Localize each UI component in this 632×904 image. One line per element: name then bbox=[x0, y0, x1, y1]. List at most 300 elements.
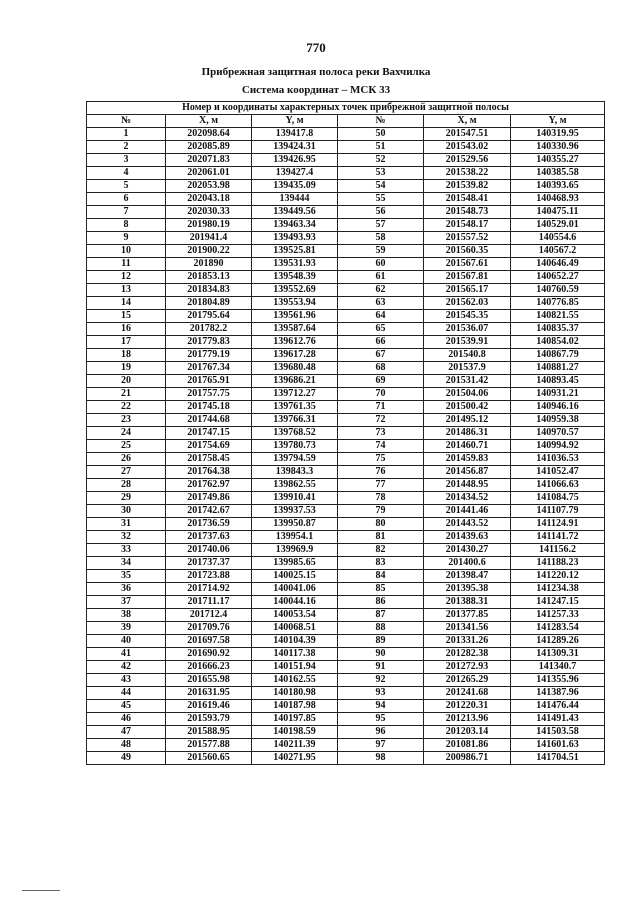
point-number-cell: 38 bbox=[87, 609, 166, 622]
x-coordinate-cell: 201500.42 bbox=[424, 401, 511, 414]
x-coordinate-cell: 201443.52 bbox=[424, 518, 511, 531]
point-number-cell: 19 bbox=[87, 362, 166, 375]
x-coordinate-cell: 201539.82 bbox=[424, 180, 511, 193]
y-coordinate-cell: 141084.75 bbox=[511, 492, 605, 505]
point-number-cell: 82 bbox=[338, 544, 424, 557]
table-row bbox=[87, 713, 605, 726]
x-coordinate-cell: 201758.45 bbox=[166, 453, 252, 466]
x-coordinate-cell: 201764.38 bbox=[166, 466, 252, 479]
y-coordinate-cell: 141503.58 bbox=[511, 726, 605, 739]
point-number-cell: 41 bbox=[87, 648, 166, 661]
point-number-cell: 53 bbox=[338, 167, 424, 180]
table-row bbox=[87, 375, 605, 388]
x-coordinate-cell: 201565.17 bbox=[424, 284, 511, 297]
y-coordinate-cell: 141156.2 bbox=[511, 544, 605, 557]
y-coordinate-cell: 139950.87 bbox=[252, 518, 338, 531]
y-coordinate-cell: 140776.85 bbox=[511, 297, 605, 310]
x-coordinate-cell: 201690.92 bbox=[166, 648, 252, 661]
x-coordinate-cell: 201241.68 bbox=[424, 687, 511, 700]
y-coordinate-cell: 139424.31 bbox=[252, 141, 338, 154]
y-coordinate-cell: 139561.96 bbox=[252, 310, 338, 323]
table-row bbox=[87, 362, 605, 375]
point-number-cell: 84 bbox=[338, 570, 424, 583]
point-number-cell: 45 bbox=[87, 700, 166, 713]
x-coordinate-cell: 201265.29 bbox=[424, 674, 511, 687]
point-number-cell: 55 bbox=[338, 193, 424, 206]
table-row bbox=[87, 674, 605, 687]
y-coordinate-cell: 139780.73 bbox=[252, 440, 338, 453]
y-coordinate-cell: 140760.59 bbox=[511, 284, 605, 297]
table-row bbox=[87, 284, 605, 297]
table-row bbox=[87, 219, 605, 232]
header-y-right: Y, м bbox=[511, 115, 605, 128]
x-coordinate-cell: 201395.38 bbox=[424, 583, 511, 596]
table-row bbox=[87, 518, 605, 531]
table-row bbox=[87, 583, 605, 596]
table-row bbox=[87, 401, 605, 414]
y-coordinate-cell: 140821.55 bbox=[511, 310, 605, 323]
x-coordinate-cell: 201742.67 bbox=[166, 505, 252, 518]
point-number-cell: 61 bbox=[338, 271, 424, 284]
y-coordinate-cell: 139417.8 bbox=[252, 128, 338, 141]
y-coordinate-cell: 141220.12 bbox=[511, 570, 605, 583]
x-coordinate-cell: 201341.56 bbox=[424, 622, 511, 635]
y-coordinate-cell: 139617.28 bbox=[252, 349, 338, 362]
point-number-cell: 26 bbox=[87, 453, 166, 466]
point-number-cell: 37 bbox=[87, 596, 166, 609]
x-coordinate-cell: 201547.51 bbox=[424, 128, 511, 141]
point-number-cell: 65 bbox=[338, 323, 424, 336]
point-number-cell: 73 bbox=[338, 427, 424, 440]
x-coordinate-cell: 202071.83 bbox=[166, 154, 252, 167]
point-number-cell: 86 bbox=[338, 596, 424, 609]
x-coordinate-cell: 202043.18 bbox=[166, 193, 252, 206]
point-number-cell: 7 bbox=[87, 206, 166, 219]
y-coordinate-cell: 140931.21 bbox=[511, 388, 605, 401]
y-coordinate-cell: 140117.38 bbox=[252, 648, 338, 661]
table-row bbox=[87, 505, 605, 518]
x-coordinate-cell: 201853.13 bbox=[166, 271, 252, 284]
y-coordinate-cell: 141491.43 bbox=[511, 713, 605, 726]
x-coordinate-cell: 201548.17 bbox=[424, 219, 511, 232]
x-coordinate-cell: 201504.06 bbox=[424, 388, 511, 401]
y-coordinate-cell: 140104.39 bbox=[252, 635, 338, 648]
point-number-cell: 16 bbox=[87, 323, 166, 336]
point-number-cell: 46 bbox=[87, 713, 166, 726]
header-x-right: X, м bbox=[424, 115, 511, 128]
table-caption: Номер и координаты характерных точек прибрежной защитной полосы bbox=[87, 102, 605, 115]
table-row bbox=[87, 349, 605, 362]
table-row bbox=[87, 557, 605, 570]
y-coordinate-cell: 140867.79 bbox=[511, 349, 605, 362]
table-row bbox=[87, 388, 605, 401]
x-coordinate-cell: 201460.71 bbox=[424, 440, 511, 453]
table-row bbox=[87, 440, 605, 453]
point-number-cell: 57 bbox=[338, 219, 424, 232]
x-coordinate-cell: 201543.02 bbox=[424, 141, 511, 154]
x-coordinate-cell: 201714.92 bbox=[166, 583, 252, 596]
table-row bbox=[87, 128, 605, 141]
x-coordinate-cell: 201495.12 bbox=[424, 414, 511, 427]
y-coordinate-cell: 139768.52 bbox=[252, 427, 338, 440]
header-y-left: Y, м bbox=[252, 115, 338, 128]
table-row bbox=[87, 609, 605, 622]
y-coordinate-cell: 140330.96 bbox=[511, 141, 605, 154]
point-number-cell: 97 bbox=[338, 739, 424, 752]
y-coordinate-cell: 139553.94 bbox=[252, 297, 338, 310]
x-coordinate-cell: 201439.63 bbox=[424, 531, 511, 544]
table-row bbox=[87, 271, 605, 284]
point-number-cell: 76 bbox=[338, 466, 424, 479]
x-coordinate-cell: 201536.07 bbox=[424, 323, 511, 336]
table-row bbox=[87, 661, 605, 674]
y-coordinate-cell: 141052.47 bbox=[511, 466, 605, 479]
point-number-cell: 42 bbox=[87, 661, 166, 674]
y-coordinate-cell: 140881.27 bbox=[511, 362, 605, 375]
point-number-cell: 47 bbox=[87, 726, 166, 739]
point-number-cell: 92 bbox=[338, 674, 424, 687]
point-number-cell: 5 bbox=[87, 180, 166, 193]
y-coordinate-cell: 139862.55 bbox=[252, 479, 338, 492]
table-body bbox=[87, 128, 605, 765]
point-number-cell: 51 bbox=[338, 141, 424, 154]
point-number-cell: 48 bbox=[87, 739, 166, 752]
x-coordinate-cell: 202030.33 bbox=[166, 206, 252, 219]
x-coordinate-cell: 201737.37 bbox=[166, 557, 252, 570]
y-coordinate-cell: 141387.96 bbox=[511, 687, 605, 700]
y-coordinate-cell: 140355.27 bbox=[511, 154, 605, 167]
y-coordinate-cell: 140271.95 bbox=[252, 752, 338, 765]
y-coordinate-cell: 140025.15 bbox=[252, 570, 338, 583]
y-coordinate-cell: 140529.01 bbox=[511, 219, 605, 232]
y-coordinate-cell: 139435.09 bbox=[252, 180, 338, 193]
x-coordinate-cell: 201456.87 bbox=[424, 466, 511, 479]
table-row bbox=[87, 726, 605, 739]
x-coordinate-cell: 201941.4 bbox=[166, 232, 252, 245]
table-row bbox=[87, 570, 605, 583]
y-coordinate-cell: 141601.63 bbox=[511, 739, 605, 752]
table-row bbox=[87, 466, 605, 479]
x-coordinate-cell: 201711.17 bbox=[166, 596, 252, 609]
y-coordinate-cell: 140197.85 bbox=[252, 713, 338, 726]
y-coordinate-cell: 139680.48 bbox=[252, 362, 338, 375]
point-number-cell: 68 bbox=[338, 362, 424, 375]
point-number-cell: 66 bbox=[338, 336, 424, 349]
y-coordinate-cell: 139985.65 bbox=[252, 557, 338, 570]
x-coordinate-cell: 201588.95 bbox=[166, 726, 252, 739]
x-coordinate-cell: 201220.31 bbox=[424, 700, 511, 713]
y-coordinate-cell: 141704.51 bbox=[511, 752, 605, 765]
table-row bbox=[87, 752, 605, 765]
x-coordinate-cell: 201203.14 bbox=[424, 726, 511, 739]
y-coordinate-cell: 140041.06 bbox=[252, 583, 338, 596]
point-number-cell: 28 bbox=[87, 479, 166, 492]
y-coordinate-cell: 139548.39 bbox=[252, 271, 338, 284]
x-coordinate-cell: 201697.58 bbox=[166, 635, 252, 648]
x-coordinate-cell: 201749.86 bbox=[166, 492, 252, 505]
table-row bbox=[87, 427, 605, 440]
y-coordinate-cell: 141309.31 bbox=[511, 648, 605, 661]
table-row bbox=[87, 492, 605, 505]
x-coordinate-cell: 201737.63 bbox=[166, 531, 252, 544]
table-row bbox=[87, 154, 605, 167]
x-coordinate-cell: 201548.73 bbox=[424, 206, 511, 219]
x-coordinate-cell: 201213.96 bbox=[424, 713, 511, 726]
point-number-cell: 90 bbox=[338, 648, 424, 661]
point-number-cell: 62 bbox=[338, 284, 424, 297]
x-coordinate-cell: 201537.9 bbox=[424, 362, 511, 375]
y-coordinate-cell: 140180.98 bbox=[252, 687, 338, 700]
y-coordinate-cell: 139794.59 bbox=[252, 453, 338, 466]
y-coordinate-cell: 141188.23 bbox=[511, 557, 605, 570]
table-row bbox=[87, 141, 605, 154]
x-coordinate-cell: 201562.03 bbox=[424, 297, 511, 310]
x-coordinate-cell: 201377.85 bbox=[424, 609, 511, 622]
x-coordinate-cell: 201081.86 bbox=[424, 739, 511, 752]
document-title: Прибрежная защитная полоса реки Вахчилка bbox=[201, 66, 431, 78]
x-coordinate-cell: 201980.19 bbox=[166, 219, 252, 232]
y-coordinate-cell: 141257.33 bbox=[511, 609, 605, 622]
y-coordinate-cell: 139712.27 bbox=[252, 388, 338, 401]
y-coordinate-cell: 140946.16 bbox=[511, 401, 605, 414]
y-coordinate-cell: 140468.93 bbox=[511, 193, 605, 206]
x-coordinate-cell: 201712.4 bbox=[166, 609, 252, 622]
y-coordinate-cell: 140385.58 bbox=[511, 167, 605, 180]
x-coordinate-cell: 201900.22 bbox=[166, 245, 252, 258]
table-row bbox=[87, 245, 605, 258]
x-coordinate-cell: 201448.95 bbox=[424, 479, 511, 492]
x-coordinate-cell: 201538.22 bbox=[424, 167, 511, 180]
point-number-cell: 71 bbox=[338, 401, 424, 414]
point-number-cell: 87 bbox=[338, 609, 424, 622]
point-number-cell: 1 bbox=[87, 128, 166, 141]
x-coordinate-cell: 201709.76 bbox=[166, 622, 252, 635]
point-number-cell: 93 bbox=[338, 687, 424, 700]
x-coordinate-cell: 201745.18 bbox=[166, 401, 252, 414]
y-coordinate-cell: 140854.02 bbox=[511, 336, 605, 349]
point-number-cell: 49 bbox=[87, 752, 166, 765]
x-coordinate-cell: 201560.35 bbox=[424, 245, 511, 258]
x-coordinate-cell: 201754.69 bbox=[166, 440, 252, 453]
x-coordinate-cell: 201593.79 bbox=[166, 713, 252, 726]
y-coordinate-cell: 139444 bbox=[252, 193, 338, 206]
y-coordinate-cell: 139761.35 bbox=[252, 401, 338, 414]
point-number-cell: 21 bbox=[87, 388, 166, 401]
header-number-right: № bbox=[338, 115, 424, 128]
coordinate-system-subtitle: Система координат – МСК 33 bbox=[241, 84, 391, 96]
y-coordinate-cell: 139587.64 bbox=[252, 323, 338, 336]
y-coordinate-cell: 141247.15 bbox=[511, 596, 605, 609]
y-coordinate-cell: 140554.6 bbox=[511, 232, 605, 245]
x-coordinate-cell: 201331.26 bbox=[424, 635, 511, 648]
point-number-cell: 60 bbox=[338, 258, 424, 271]
table-row bbox=[87, 596, 605, 609]
y-coordinate-cell: 139531.93 bbox=[252, 258, 338, 271]
table-row bbox=[87, 544, 605, 557]
x-coordinate-cell: 201747.15 bbox=[166, 427, 252, 440]
x-coordinate-cell: 201577.88 bbox=[166, 739, 252, 752]
point-number-cell: 33 bbox=[87, 544, 166, 557]
table-row bbox=[87, 232, 605, 245]
x-coordinate-cell: 201560.65 bbox=[166, 752, 252, 765]
point-number-cell: 40 bbox=[87, 635, 166, 648]
table-row bbox=[87, 479, 605, 492]
point-number-cell: 98 bbox=[338, 752, 424, 765]
table-row bbox=[87, 336, 605, 349]
y-coordinate-cell: 139525.81 bbox=[252, 245, 338, 258]
y-coordinate-cell: 139427.4 bbox=[252, 167, 338, 180]
point-number-cell: 52 bbox=[338, 154, 424, 167]
point-number-cell: 88 bbox=[338, 622, 424, 635]
table-row bbox=[87, 622, 605, 635]
x-coordinate-cell: 201441.46 bbox=[424, 505, 511, 518]
point-number-cell: 72 bbox=[338, 414, 424, 427]
point-number-cell: 39 bbox=[87, 622, 166, 635]
point-number-cell: 13 bbox=[87, 284, 166, 297]
point-number-cell: 91 bbox=[338, 661, 424, 674]
y-coordinate-cell: 141355.96 bbox=[511, 674, 605, 687]
point-number-cell: 54 bbox=[338, 180, 424, 193]
x-coordinate-cell: 202085.89 bbox=[166, 141, 252, 154]
point-number-cell: 58 bbox=[338, 232, 424, 245]
point-number-cell: 70 bbox=[338, 388, 424, 401]
x-coordinate-cell: 201540.8 bbox=[424, 349, 511, 362]
point-number-cell: 24 bbox=[87, 427, 166, 440]
table-row bbox=[87, 453, 605, 466]
x-coordinate-cell: 201531.42 bbox=[424, 375, 511, 388]
y-coordinate-cell: 141036.53 bbox=[511, 453, 605, 466]
y-coordinate-cell: 139843.3 bbox=[252, 466, 338, 479]
x-coordinate-cell: 201529.56 bbox=[424, 154, 511, 167]
table-row bbox=[87, 414, 605, 427]
point-number-cell: 67 bbox=[338, 349, 424, 362]
point-number-cell: 29 bbox=[87, 492, 166, 505]
point-number-cell: 17 bbox=[87, 336, 166, 349]
y-coordinate-cell: 140162.55 bbox=[252, 674, 338, 687]
x-coordinate-cell: 201744.68 bbox=[166, 414, 252, 427]
x-coordinate-cell: 201782.2 bbox=[166, 323, 252, 336]
point-number-cell: 78 bbox=[338, 492, 424, 505]
x-coordinate-cell: 201486.31 bbox=[424, 427, 511, 440]
point-number-cell: 35 bbox=[87, 570, 166, 583]
y-coordinate-cell: 141066.63 bbox=[511, 479, 605, 492]
page-number: 770 bbox=[306, 40, 326, 55]
y-coordinate-cell: 141289.26 bbox=[511, 635, 605, 648]
y-coordinate-cell: 140475.11 bbox=[511, 206, 605, 219]
y-coordinate-cell: 139493.93 bbox=[252, 232, 338, 245]
x-coordinate-cell: 201400.6 bbox=[424, 557, 511, 570]
point-number-cell: 27 bbox=[87, 466, 166, 479]
y-coordinate-cell: 140044.16 bbox=[252, 596, 338, 609]
y-coordinate-cell: 140053.54 bbox=[252, 609, 338, 622]
x-coordinate-cell: 201779.83 bbox=[166, 336, 252, 349]
point-number-cell: 59 bbox=[338, 245, 424, 258]
x-coordinate-cell: 201631.95 bbox=[166, 687, 252, 700]
x-coordinate-cell: 202053.98 bbox=[166, 180, 252, 193]
x-coordinate-cell: 201765.91 bbox=[166, 375, 252, 388]
point-number-cell: 56 bbox=[338, 206, 424, 219]
point-number-cell: 36 bbox=[87, 583, 166, 596]
point-number-cell: 79 bbox=[338, 505, 424, 518]
table-row bbox=[87, 297, 605, 310]
table-row bbox=[87, 648, 605, 661]
table-row bbox=[87, 739, 605, 752]
point-number-cell: 10 bbox=[87, 245, 166, 258]
y-coordinate-cell: 140994.92 bbox=[511, 440, 605, 453]
x-coordinate-cell: 201762.97 bbox=[166, 479, 252, 492]
x-coordinate-cell: 202061.01 bbox=[166, 167, 252, 180]
point-number-cell: 20 bbox=[87, 375, 166, 388]
x-coordinate-cell: 201567.61 bbox=[424, 258, 511, 271]
point-number-cell: 74 bbox=[338, 440, 424, 453]
x-coordinate-cell: 201795.64 bbox=[166, 310, 252, 323]
point-number-cell: 25 bbox=[87, 440, 166, 453]
point-number-cell: 32 bbox=[87, 531, 166, 544]
table-row bbox=[87, 687, 605, 700]
point-number-cell: 22 bbox=[87, 401, 166, 414]
y-coordinate-cell: 139463.34 bbox=[252, 219, 338, 232]
x-coordinate-cell: 201666.23 bbox=[166, 661, 252, 674]
x-coordinate-cell: 201804.89 bbox=[166, 297, 252, 310]
header-x-left: X, м bbox=[166, 115, 252, 128]
point-number-cell: 18 bbox=[87, 349, 166, 362]
x-coordinate-cell: 201388.31 bbox=[424, 596, 511, 609]
y-coordinate-cell: 140198.59 bbox=[252, 726, 338, 739]
x-coordinate-cell: 201557.52 bbox=[424, 232, 511, 245]
y-coordinate-cell: 139969.9 bbox=[252, 544, 338, 557]
y-coordinate-cell: 140646.49 bbox=[511, 258, 605, 271]
x-coordinate-cell: 201272.93 bbox=[424, 661, 511, 674]
x-coordinate-cell: 201282.38 bbox=[424, 648, 511, 661]
point-number-cell: 30 bbox=[87, 505, 166, 518]
point-number-cell: 50 bbox=[338, 128, 424, 141]
x-coordinate-cell: 201434.52 bbox=[424, 492, 511, 505]
table-row bbox=[87, 193, 605, 206]
x-coordinate-cell: 201779.19 bbox=[166, 349, 252, 362]
coordinates-table bbox=[86, 101, 605, 765]
x-coordinate-cell: 201767.34 bbox=[166, 362, 252, 375]
y-coordinate-cell: 140068.51 bbox=[252, 622, 338, 635]
y-coordinate-cell: 140187.98 bbox=[252, 700, 338, 713]
point-number-cell: 3 bbox=[87, 154, 166, 167]
table-row bbox=[87, 323, 605, 336]
y-coordinate-cell: 140211.39 bbox=[252, 739, 338, 752]
point-number-cell: 14 bbox=[87, 297, 166, 310]
point-number-cell: 15 bbox=[87, 310, 166, 323]
y-coordinate-cell: 139766.31 bbox=[252, 414, 338, 427]
y-coordinate-cell: 140835.37 bbox=[511, 323, 605, 336]
table-caption-row bbox=[87, 102, 605, 115]
y-coordinate-cell: 139937.53 bbox=[252, 505, 338, 518]
y-coordinate-cell: 140970.57 bbox=[511, 427, 605, 440]
x-coordinate-cell: 201430.27 bbox=[424, 544, 511, 557]
table-header-row bbox=[87, 115, 605, 128]
header-number-left: № bbox=[87, 115, 166, 128]
y-coordinate-cell: 141141.72 bbox=[511, 531, 605, 544]
x-coordinate-cell: 201539.91 bbox=[424, 336, 511, 349]
table-row bbox=[87, 531, 605, 544]
table-row bbox=[87, 310, 605, 323]
x-coordinate-cell: 201655.98 bbox=[166, 674, 252, 687]
x-coordinate-cell: 201890 bbox=[166, 258, 252, 271]
x-coordinate-cell: 201723.88 bbox=[166, 570, 252, 583]
point-number-cell: 4 bbox=[87, 167, 166, 180]
x-coordinate-cell: 201740.06 bbox=[166, 544, 252, 557]
point-number-cell: 9 bbox=[87, 232, 166, 245]
point-number-cell: 6 bbox=[87, 193, 166, 206]
x-coordinate-cell: 202098.64 bbox=[166, 128, 252, 141]
point-number-cell: 80 bbox=[338, 518, 424, 531]
